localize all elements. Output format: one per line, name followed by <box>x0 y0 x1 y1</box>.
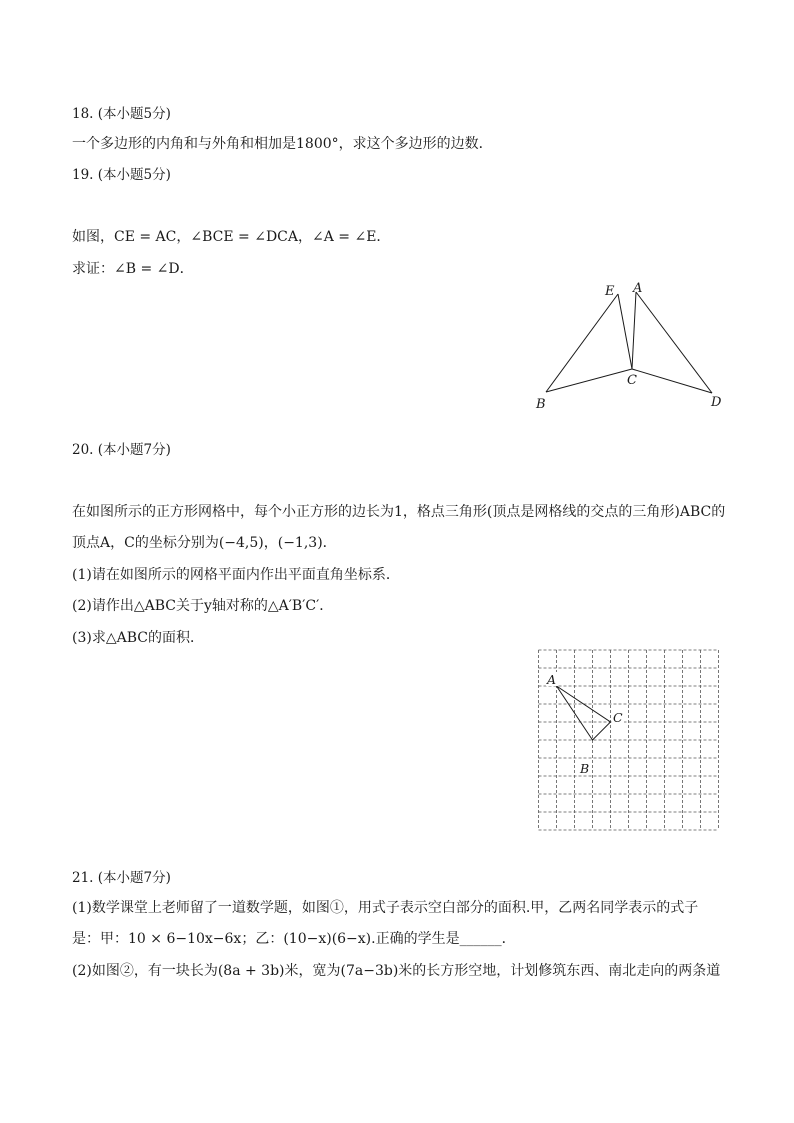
segment-AD <box>636 292 712 393</box>
segment-AC <box>632 292 636 369</box>
label-E: E <box>605 284 615 299</box>
q19-header: 19. (本小题5分) <box>72 167 171 183</box>
square-grid <box>539 650 719 830</box>
q20-part2: (2)请作出△ABC关于y轴对称的△A′B′C′． <box>72 598 334 614</box>
q21-header: 21. (本小题7分) <box>72 870 171 886</box>
q19-figure <box>525 278 735 413</box>
label-C: C <box>613 710 623 725</box>
q20-part1: (1)请在如图所示的网格平面内作出平面直角坐标系． <box>72 567 400 583</box>
segment-CD <box>632 369 712 393</box>
label-C: C <box>627 373 637 388</box>
label-D: D <box>711 395 722 410</box>
q21-line2: 是：甲：10 × 6−10x−6x；乙：(10−x)(6−x).正确的学生是______． <box>72 931 516 947</box>
label-B: B <box>580 761 590 776</box>
label-B: B <box>536 397 546 412</box>
label-A: A <box>547 672 557 687</box>
q19-given: 如图，CE = AC，∠BCE = ∠DCA，∠A = ∠E． <box>72 229 391 245</box>
q18-header: 18. (本小题5分) <box>72 106 171 122</box>
triangle-ABC <box>557 686 611 740</box>
label-A: A <box>633 281 643 296</box>
q21-line1: (1)数学课堂上老师留了一道数学题，如图①，用式子表示空白部分的面积.甲，乙两名同学表示的式子 <box>72 900 699 916</box>
q19-prove: 求证：∠B = ∠D． <box>72 261 194 277</box>
segment-EC <box>618 294 632 369</box>
q21-line3: (2)如图②，有一块长为(8a + 3b)米，宽为(7a−3b)米的长方形空地，计划修筑东西、南北走向的两条道 <box>72 963 721 979</box>
q18-text: 一个多边形的内角和与外角和相加是1800°，求这个多边形的边数． <box>72 136 493 152</box>
q20-grid-figure <box>536 649 722 833</box>
q20-line2: 顶点A，C的坐标分别为(−4,5)，(−1,3)． <box>72 535 337 551</box>
q20-header: 20. (本小题7分) <box>72 442 171 458</box>
segment-EB <box>546 294 618 392</box>
q20-part3: (3)求△ABC的面积． <box>72 630 204 646</box>
segment-BC <box>546 369 632 392</box>
q20-line1: 在如图所示的正方形网格中，每个小正方形的边长为1，格点三角形(顶点是网格线的交点的三角形)ABC的 <box>72 504 726 520</box>
